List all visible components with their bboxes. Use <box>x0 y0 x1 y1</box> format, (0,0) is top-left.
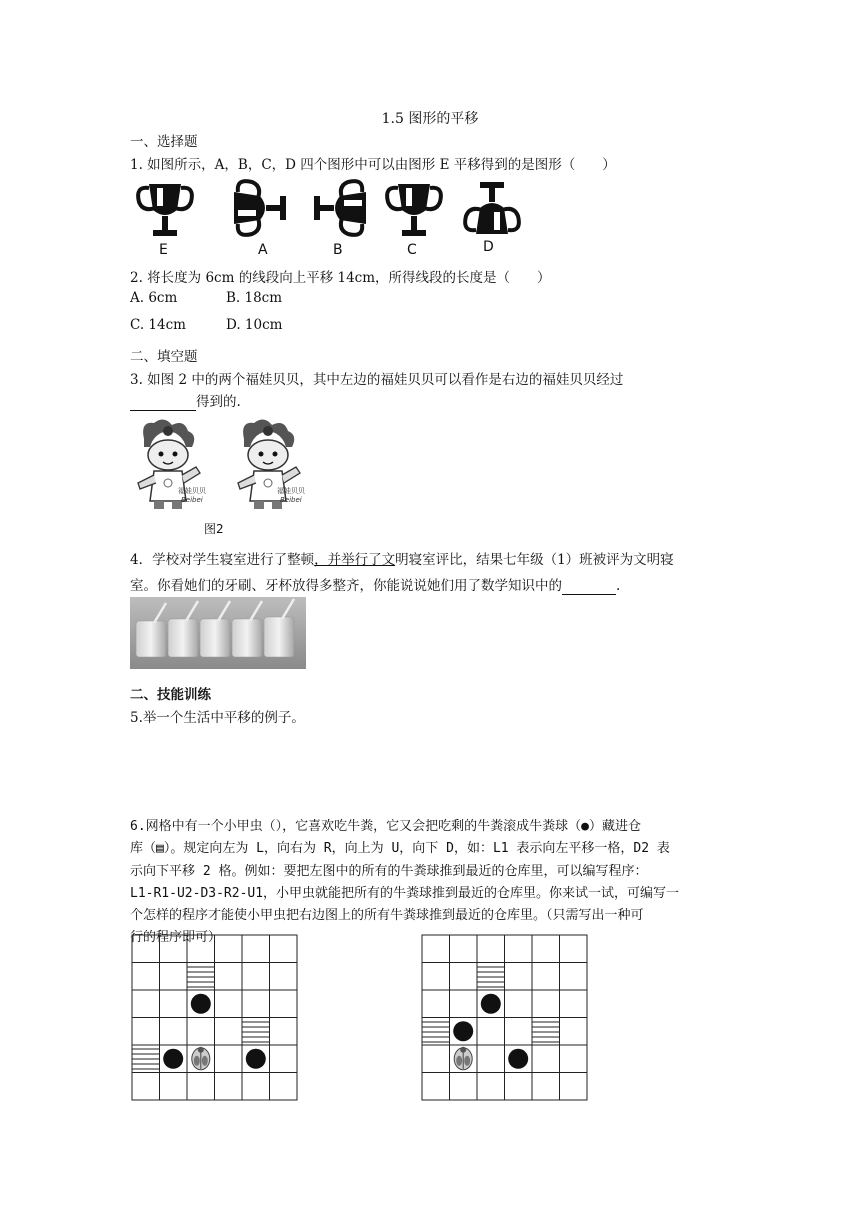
question-4-line-1a: 4．学校对学生寝室进行了整顿 <box>130 552 315 568</box>
beibei-en-left: Beibei <box>181 496 203 504</box>
figure-label-b: B <box>333 242 343 258</box>
warehouse-icon <box>242 1022 270 1042</box>
dung-ball-icon <box>191 994 211 1014</box>
question-3-line-2: 得到的. <box>196 394 241 410</box>
option-c: C. 14cm <box>130 317 186 333</box>
figure-label-c: C <box>407 242 417 258</box>
figure-label-a: A <box>258 242 268 258</box>
question-2: 2. 将长度为 6cm 的线段向上平移 14cm，所得线段的长度是（ ） <box>130 270 551 286</box>
question-6-line-2: 库（▤）。规定向左为 L，向右为 R，向上为 U，向下 D，如：L1 表示向左平移一格，D2 表 <box>130 841 670 857</box>
question-6-line-4: L1-R1-U2-D3-R2-U1，小甲虫就能把所有的牛粪球推到最近的仓库里。你来试一试，可编写一 <box>130 885 680 901</box>
beibei-en-right: Beibei <box>280 496 302 504</box>
question-6-line-5: 个怎样的程序才能使小甲虫把右边图上的所有牛粪球推到最近的仓库里。（只需写出一种可 <box>130 908 644 924</box>
answer-blank-q4[interactable] <box>562 578 616 595</box>
question-4-line-2: 室。你看她们的牙刷、牙杯放得多整齐，你能说说她们用了数学知识中的 <box>130 578 562 594</box>
beetle-icon <box>454 1047 472 1070</box>
question-1: 1. 如图所示，A，B，C，D 四个图形中可以由图形 E 平移得到的是图形（ ） <box>130 157 616 173</box>
beetle-icon <box>192 1047 210 1070</box>
trophy-e-icon <box>138 184 192 236</box>
trophy-d-icon <box>465 182 519 234</box>
dung-ball-icon <box>508 1049 528 1069</box>
question-4-period: . <box>616 578 621 594</box>
dung-ball-icon <box>163 1049 183 1069</box>
warehouse-icon <box>532 1022 560 1042</box>
trophy-a-icon <box>234 181 286 235</box>
figure-2-caption: 图2 <box>204 522 224 536</box>
figure-label-e: E <box>159 242 168 258</box>
question-6-line-3: 示向下平移 2 格。例如：要把左图中的所有的牛粪球推到最近的仓库里，可以编写程序： <box>130 863 648 879</box>
question-6-line-1: 6.网格中有一个小甲虫（），它喜欢吃牛粪，它又会把吃剩的牛粪滚成牛粪球（●）藏进仓 <box>130 819 641 835</box>
question-5: 5.举一个生活中平移的例子。 <box>130 710 305 726</box>
question-3-line-1: 3. 如图 2 中的两个福娃贝贝，其中左边的福娃贝贝可以看作是右边的福娃贝贝经过 <box>130 372 624 388</box>
section-heading-fill: 二、填空题 <box>130 349 198 365</box>
dung-ball-icon <box>481 994 501 1014</box>
trophy-figures <box>130 178 530 242</box>
warehouse-icon <box>422 1022 450 1042</box>
section-heading-skills: 二、技能训练 <box>130 687 211 703</box>
left-grid <box>131 934 299 1102</box>
option-b: B. 18cm <box>226 290 283 306</box>
option-a: A. 6cm <box>130 290 178 306</box>
question-6-line-6: 行的程序即可） <box>130 930 222 946</box>
beibei-text-right: 福娃贝贝 <box>277 487 305 495</box>
dung-ball-icon <box>453 1021 473 1041</box>
warehouse-icon <box>132 1049 160 1069</box>
option-d: D. 10cm <box>226 317 283 333</box>
dung-ball-icon <box>246 1049 266 1069</box>
trophy-b-icon <box>314 181 366 235</box>
trophy-c-icon <box>387 184 441 236</box>
right-grid <box>421 934 589 1102</box>
beibei-text-left: 福娃贝贝 <box>178 487 206 495</box>
warehouse-icon <box>187 967 215 987</box>
page-title: 1.5 图形的平移 <box>381 111 479 127</box>
question-4-line-1c: 明寝室评比，结果七年级（1）班被评为文明寝 <box>395 552 674 568</box>
question-4-line-1b: ，并举行了文 <box>314 552 396 568</box>
cups-photo <box>130 597 306 669</box>
figure-label-d: D <box>483 239 494 255</box>
answer-blank-q3[interactable] <box>130 394 196 411</box>
section-heading-choice: 一、选择题 <box>130 134 198 150</box>
warehouse-icon <box>477 967 505 987</box>
